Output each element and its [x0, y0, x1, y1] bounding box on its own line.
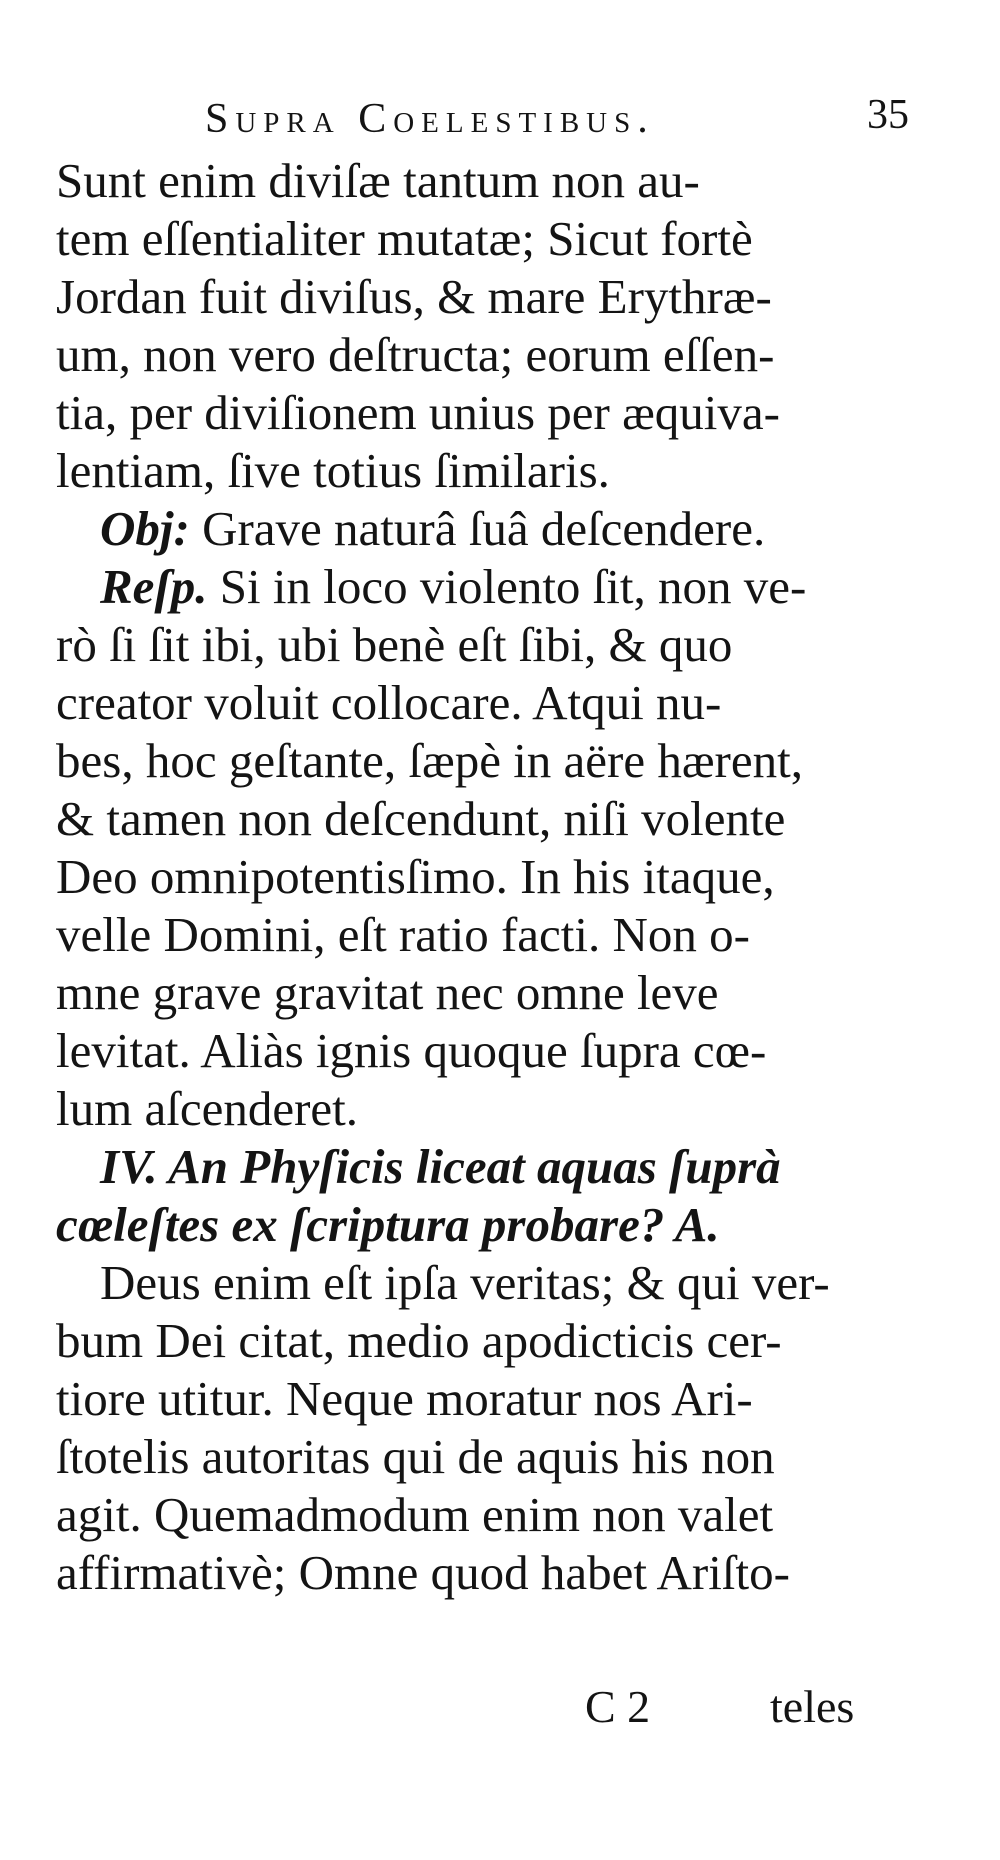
text-line: & tamen non deſcendunt, niſi volente — [56, 791, 786, 846]
response-text: Si in loco violento ſit, non ve- — [219, 559, 807, 614]
section-question-line: cœleſtes ex ſcriptura probare? A. — [56, 1197, 720, 1252]
text-line: lentiam, ſive totius ſimilaris. — [56, 443, 610, 498]
text-line: rò ſi ſit ibi, ubi benè eſt ſibi, & quo — [56, 617, 733, 672]
text-line: bum Dei citat, medio apodicticis cer- — [56, 1313, 782, 1368]
text-line: agit. Quemadmodum enim non valet — [56, 1487, 774, 1542]
response-line — [56, 558, 916, 616]
section-question-line — [56, 1138, 916, 1196]
text-line: tem eſſentialiter mutatæ; Sicut fortè — [56, 211, 753, 266]
text-line: Sunt enim diviſæ tantum non au- — [56, 153, 700, 208]
text-line: creator voluit collocare. Atqui nu- — [56, 675, 722, 730]
text-line: um, non vero deſtructa; eorum eſſen- — [56, 327, 775, 382]
text-line: lum aſcenderet. — [56, 1081, 359, 1136]
signature-mark: C 2 — [585, 1681, 651, 1732]
catchword: teles — [770, 1681, 855, 1732]
text-line: velle Domini, eſt ratio facti. Non o- — [56, 907, 750, 962]
objection-label: Obj: — [100, 501, 190, 556]
text-line: mne grave gravitat nec omne leve — [56, 965, 719, 1020]
text-line: Jordan fuit diviſus, & mare Erythræ- — [56, 269, 772, 324]
objection-text: Grave naturâ ſuâ deſcendere. — [202, 501, 766, 556]
objection-line — [56, 500, 916, 558]
text-line: Deo omnipotentisſimo. In his itaque, — [56, 849, 775, 904]
section-question: An Phyſicis liceat aquas ſuprà — [168, 1139, 781, 1194]
text-line: levitat. Aliàs ignis quoque ſupra cœ- — [56, 1023, 767, 1078]
section-number: IV. — [100, 1139, 158, 1194]
text-line: tiore utitur. Neque moratur nos Ari- — [56, 1371, 753, 1426]
response-label: Reſp. — [100, 559, 208, 614]
running-title: Supra Coelestibus. — [205, 96, 655, 142]
text-line: tia, per diviſionem unius per æquiva- — [56, 385, 780, 440]
text-line: bes, hoc geſtante, ſæpè in aëre hærent, — [56, 733, 803, 788]
text-line: affirmativè; Omne quod habet Ariſto- — [56, 1545, 790, 1600]
page-number: 35 — [867, 92, 909, 138]
text-line: ſtotelis autoritas qui de aquis his non — [56, 1429, 775, 1484]
text-block — [56, 152, 916, 1602]
text-line: Deus enim eſt ipſa veritas; & qui ver- — [100, 1255, 830, 1310]
running-header — [205, 92, 909, 143]
